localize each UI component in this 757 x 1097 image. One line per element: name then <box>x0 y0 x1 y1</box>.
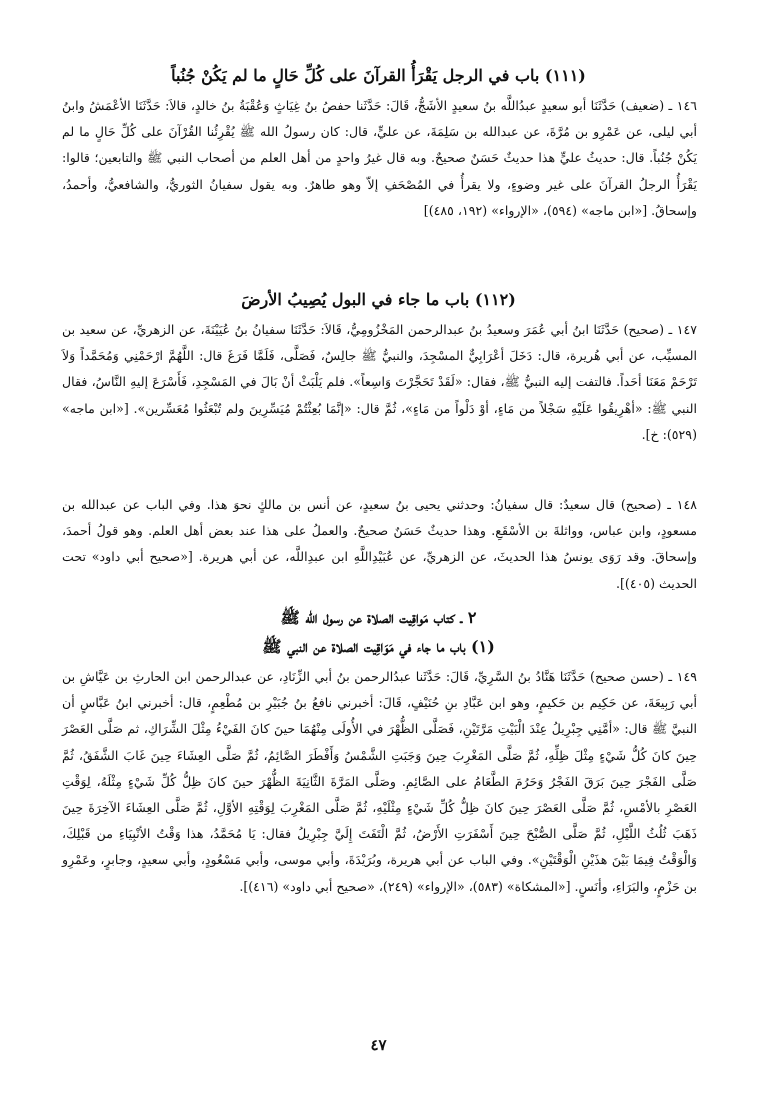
chapter-heading-1: (١) باب ما جاء في مَوَاقِيت الصلاة عن النبي ﷺ <box>262 637 495 656</box>
chapter-heading-111: (١١١) باب في الرجل يَقْرَأُ القرآنَ على كُلِّ حَالٍ ما لم يَكُنْ جُنُباً <box>171 66 586 85</box>
hadith-149: ١٤٩ ـ (حسن صحيح) حَدَّثَنَا هَنَّادُ بنُ السَّرِيِّ، قَالَ: حَدَّثَنا عبدُالرحمن بنُ أبي الزِّنَادِ، عن عبدالرحمن ابن الحارثِ بن عَيَّاشِ بن أبي رَبِيعَةَ، عن حَكِيم بن حَكيمٍ، وهو ابن عَبَّادِ بنِ حُنَيْفٍ، قَالَ: أخبرني نافعُ بنُ جُبَيْرِ بن مُطْعِمٍ، قال: أخبرني ابنُ عَبَّاسٍ أن النبيَّ ﷺ قال: «أمَّنِي جِبْرِيلُ عِنْدَ الْبَيْتِ مَرَّتَيْنِ، فَصَلَّى الظُّهْرَ في الأُولَى مِنْهُمَا حينَ كانَ الفَيْءُ مِثْلَ الشِّرَاكِ، ثم صَلَّى العَصْرَ حِينَ كانَ كُلُّ شَيْءٍ مِثْلَ ظِلِّهِ، ثُمَّ صَلَّى المَغْرِبَ حِينَ وَجَبَتِ الشَّمْسُ وَأَفْطَرَ الصَّائِمُ، ثُمَّ صَلَّى العِشَاءَ حِينَ غَابَ الشَّفَقُ، ثُمَّ صَلَّى الفَجْرَ حِينَ بَرَقَ الفَجْرُ وَحَرُمَ الطَّعَامُ على الصَّائِمِ. وصَلَّى المَرَّةَ الثَّانِيَةَ الظُّهْرَ حينَ كانَ ظِلُّ كُلِّ شَيْءٍ مِثْلَهُ، لِوَقْتِ العَصْرِ بالأمْسِ، ثُمَّ صَلَّى العَصْرَ حِينَ كانَ ظِلُّ كُلِّ شَيْءٍ مِثْلَيْهِ، ثُمَّ صَلَّى المَغْرِبَ لِوَقْتِهِ الأوَّلِ، ثُمَّ صَلَّى العِشَاءَ الآخِرَةَ حِينَ ذَهَبَ ثُلُثُ اللَّيْلِ، ثُمَّ صَلَّى الصُّبْحَ حِينَ أَسْفَرَتِ الأَرْضُ، ثُمَّ الْتَفَتَ إِلَيَّ جِبْرِيلُ فقال: يَا مُحَمَّدُ، هذا وَقْتُ الأنْبِيَاءِ من قَبْلِكَ، وَالْوَقْتُ فِيمَا بَيْنَ هذَيْنِ الْوَقْتَيْنِ». وفي الباب عن أبي هريرة، وبُرَيْدَةَ، وأبي موسى، وأبي مَسْعُودٍ، وأبي سعيدٍ، وجابرٍ، وعَمْرِو بن حَزْمٍ، والبَرَاءِ، وأنَسٍ. [«المشكاة» (٥٨٣)، «الإرواء» (٢٤٩)، «صحيح أبي داود» (٤١٦)]. <box>62 669 697 894</box>
hadith-147: ١٤٧ ـ (صحيح) حَدَّثَنَا ابنُ أبي عُمَرَ وسعيدُ بنُ عبدالرحمن المَخْزُومِيُّ، قَالاَ: حَدَّثَنَا سفيانُ بنُ عُيَيْنَةَ، عن الزهريِّ، عن سعيد بن المسيِّب، عن أبي هُريرة، قال: دَخَلَ أعْرَابِيٌّ المسْجِدَ، والنبيُّ ﷺ جالِسٌ، فَصَلَّى، فَلَمَّا فَرَغَ قال: اللَّهُمَّ ارْحَمْنِي وَمُحَمَّداً وَلاَ تَرْحَمْ مَعَنَا أحَداً. فالتفت إليه النبيُّ ﷺ، فقال: «لَقَدْ تَحَجَّرْتَ وَاسِعاً». فلم يَلْبَثْ أنْ بَالَ في المَسْجِدِ، فَأَسْرَعَ إليهِ النَّاسُ، فقال النبي ﷺ: «أهْرِيقُوا عَلَيْهِ سَجْلاً من مَاءٍ، أوْ دَلْواً من مَاءٍ»، ثُمَّ قال: «إنَّمَا بُعِثْتُمْ مُيَسِّرِينَ ولم تُبْعَثُوا مُعَسِّرين». [«ابن ماجه» (٥٢٩): خ]. <box>62 322 697 442</box>
chapter-heading-112: (١١٢) باب ما جاء في البول يُصِيبُ الأرضَ <box>241 290 516 309</box>
hadith-146: ١٤٦ ـ (ضعيف) حَدَّثَنَا أبو سعيدٍ عبدُاللَّه بنُ سعيدٍ الأشَجُّ، قَالَ: حَدَّثَنا حفصُ بنُ غِيَاثٍ وَعُقْبَةُ بنُ خالدٍ، قالاَ: حَدَّثَنَا الأعْمَشُ وابنُ أبي ليلى، عن عَمْرِو بن مُرَّةَ، عن عبدالله بن سَلِمَةَ، عن عليٍّ، قال: كان رسولُ الله ﷺ يُقْرِئُنا القُرْآنَ على كُلِّ حَالٍ ما لم يَكُنْ جُنُباً. قال: حديثُ عليٍّ هذا حديثٌ حَسَنٌ صحيحٌ. وبه قال غيرُ واحدٍ من أهل العلم من أصحاب النبي ﷺ والتابعين؛ قالوا: يَقْرَأُ الرجلُ القرآنَ على غير وضوءٍ، ولا يقرأُ في المُصْحَفِ إلاّ وهو طاهرٌ. وبه يقول سفيانُ الثوريُّ، والشافعيُّ، وأحمدُ، وإسحاقُ. [«ابن ماجه» (٥٩٤)، «الإرواء» (١٩٢، ٤٨٥)] <box>62 98 697 218</box>
page-number: ٤٧ <box>370 1036 387 1054</box>
book-heading-2: ٢ ـ كتاب مَواقِيت الصلاة عن رسول الله ﷺ <box>280 608 477 627</box>
hadith-148: ١٤٨ ـ (صحيح) قال سعيدٌ: قال سفيانُ: وحدثني يحيى بنُ سعيدٍ، عن أنس بن مالكٍ نحوَ هذا. وفي الباب عن عبدالله بن مسعودٍ، وابن عباس، وواثلةَ بن الأسْقَعِ. وهذا حديثٌ حَسَنٌ صحيحٌ. والعملُ على هذا عند بعض أهل العلم. وهو قولُ أحمدَ، وإسحاقَ. وقد رَوَى يونسُ هذا الحديثَ، عن الزهريِّ، عن عُبَيْدِاللَّهِ ابن عبدِاللَّه، عن أبي هريرة. [«صحيح أبي داود» تحت الحديث (٤٠٥)]. <box>62 497 697 591</box>
